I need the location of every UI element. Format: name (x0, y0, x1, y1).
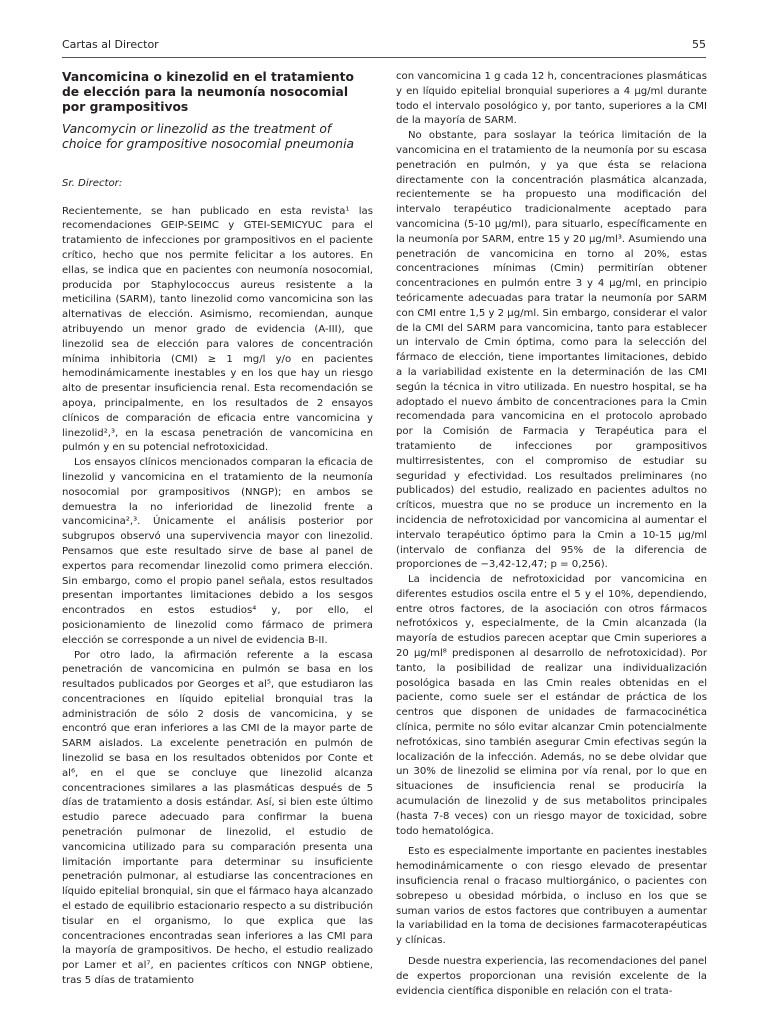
paragraph: Esto es especialmente importante en pacientes inestables hemodinámicamente o con riesgo elevado de presentar insuficiencia renal o fracaso multiorgánico, o pacientes con sobrepeso u obesidad mórbida, o incluso en los que se suman varios de estos factores que contribuyen a aumentar la variabilidad en la toma de decisiones farmacoterapéuticas y clínicas. (396, 846, 707, 947)
article-subtitle: Vancomycin or linezolid as the treatment of choice for grampositive nosocomial pneumonia (62, 121, 355, 152)
header-rule (62, 57, 706, 58)
running-header (62, 38, 706, 58)
left-column (62, 70, 373, 989)
paragraph: La incidencia de nefrotoxicidad por vancomicina en diferentes estudios oscila entre el 5 y el 10%, dependiendo, entre otros factores, de la asociación con otros fármacos nefrotóxicos y, especialmente, de la Cmin alcanzada (la mayoría de estudios parecen aceptar que Cmin superiores a 20 μg/ml⁸ predisponen al desarrollo de nefrotoxicidad). Por tanto, la posibilidad de realizar una individualización posológica basada en las Cmin reales obtenidas en el paciente, como suele ser el estándar de práctica de los centros que disponen de unidades de farmacocinética clínica, permite no sólo evitar alcanzar Cmin potencialmente nefrotóxicas, sino también asegurar Cmin efectivas según la localización de la infección. Además, no se debe olvidar que un 30% de linezolid se elimina por vía renal, por lo que en situaciones de insuficiencia renal se produciría la acumulación de linezolid y de sus metabolitos principales (hasta 7-8 veces) con un riesgo mayor de toxicidad, sobre todo hematológica. (396, 574, 707, 837)
right-column (396, 70, 707, 999)
paragraph: No obstante, para soslayar la teórica limitación de la vancomicina en el tratamiento de la neumonía por su escasa penetración en pulmón, y ya que ésta se relaciona directamente con la concentración plasmática alcanzada, recientemente se ha propuesto una modificación del intervalo terapéutico tradicionalmente aceptado para vancomicina (5-10 μg/ml), para situarlo, específicamente en la neumonía por SARM, entre 15 y 20 μg/ml³. Asumiendo una penetración de vancomicina en torno al 20%, estas concentraciones mínimas (Cmin) permitirían obtener concentraciones en pulmón entre 3 y 4 μg/ml, en principio teóricamente adecuadas para tratar la neumonía por SARM con CMI entre 1,5 y 2 μg/ml. Sin embargo, considerar el valor de la CMI del SARM para vancomicina, tanto para establecer un intervalo de Cmin óptima, como para la selección del fármaco de elección, tiene importantes limitaciones, debido a la variabilidad existente en la determinación de las CMI según la técnica in vitro utilizada. En nuestro hospital, se ha adoptado el nuevo ámbito de concentraciones para la Cmin recomendada para vancomicina en el protocolo aprobado por la Comisión de Farmacia y Terapéutica para el tratamiento de infecciones por grampositivos multirresistentes, con el compromiso de estudiar su seguridad y efectividad. Los resultados preliminares (no publicados) del estudio, realizado en pacientes adultos no críticos, muestra que no se produce un incremento en la incidencia de nefrotoxicidad por vancomicina al aumentar el intervalo terapéutico óptimo para la Cmin a 10-15 μg/ml (intervalo de confianza del 95% de la diferencia de proporciones de −3,42-12,47; p = 0,256). (396, 130, 707, 571)
article-title: Vancomicina o kinezolid en el tratamiento de elección para la neumonía nosocomial por grampositivos (62, 70, 354, 115)
section-name: Cartas al Director (62, 38, 159, 51)
salutation: Sr. Director: (62, 177, 123, 189)
paragraph: con vancomicina 1 g cada 12 h, concentraciones plasmáticas y en líquido epitelial bronquial superiores a 4 μg/ml durante todo el intervalo posológico y, por tanto, superiores a la CMI de la mayoría de SARM. (396, 71, 707, 127)
paragraph: Recientemente, se han publicado en esta revista¹ las recomendaciones GEIP-SEIMC y GTEI-SEMICYUC para el tratamiento de infecciones por grampositivos en el paciente crítico, hecho que nos permite felicitar a los autores. En ellas, se indica que en pacientes con neumonía nosocomial, producida por Staphylococcus aureus resistente a la meticilina (SARM), tanto linezolid como vancomicina son las alternativas de elección. Asimismo, recomiendan, aunque atribuyendo un menor grado de evidencia (A-III), que linezolid sea de elección para valores de concentración mínima inhibitoria (CMI) ≥ 1 mg/l y/o en pacientes hemodinámicamente inestables y en los que hay un riesgo alto de presentar insuficiencia renal. Esta recomendación se apoya, principalmente, en los resultados de 2 ensayos clínicos de comparación de eficacia entre vancomicina y linezolid²,³, en la escasa penetración de vancomicina en pulmón y en su potencial nefrotoxicidad. (62, 205, 373, 454)
paragraph: Por otro lado, la afirmación referente a la escasa penetración de vancomicina en pulmón se basa en los resultados publicados por Georges et al⁵, que estudiaron las concentraciones en líquido epitelial bronquial tras la administración de sólo 2 dosis de vancomicina, y se encontró que eran inferiores a las CMI de la mayor parte de SARM aislados. La excelente penetración en pulmón de linezolid se basa en los resultados obtenidos por Conte et al⁶, en el que se concluye que linezolid alcanza concentraciones similares a las plasmáticas después de 5 días de tratamiento a dosis estándar. Así, si bien este último estudio parece adecuado para confirmar la buena penetración pulmonar de linezolid, el estudio de vancomicina utilizado para su comparación presenta una limitación importante para determinar su insuficiente penetración pulmonar, al estudiarse las concentraciones en líquido epitelial bronquial, sin que el fármaco haya alcanzado el estado de equilibrio estacionario respecto a su distribución tisular en el organismo, lo que explica que las concentraciones encontradas sean inferiores a las CMI para la mayoría de grampositivos. De hecho, el estudio realizado por Lamer et al⁷, en pacientes críticos con NNGP obtiene, tras 5 días de tratamiento (62, 649, 373, 987)
paragraph: Desde nuestra experiencia, las recomendaciones del panel de expertos proporcionan una revisión excelente de la evidencia científica disponible en relación con el trata- (396, 956, 707, 997)
page-number: 55 (692, 38, 706, 51)
paragraph: Los ensayos clínicos mencionados comparan la eficacia de linezolid y vancomicina en el tratamiento de la neumonía nosocomial por grampositivos (NNGP); en ambos se demuestra la no inferioridad de linezolid frente a vancomicina²,³. Únicamente el análisis posterior por subgrupos observó una supervivencia mayor con linezolid. Pensamos que este resultado sirve de base al panel de expertos para recomendar linezolid como primera elección. Sin embargo, como el propio panel señala, estos resultados presentan importantes limitaciones debido a los sesgos encontrados en estos estudios⁴ y, por ello, el posicionamiento de linezolid como fármaco de primera elección se corresponde a un nivel de evidencia B-II. (62, 457, 373, 646)
